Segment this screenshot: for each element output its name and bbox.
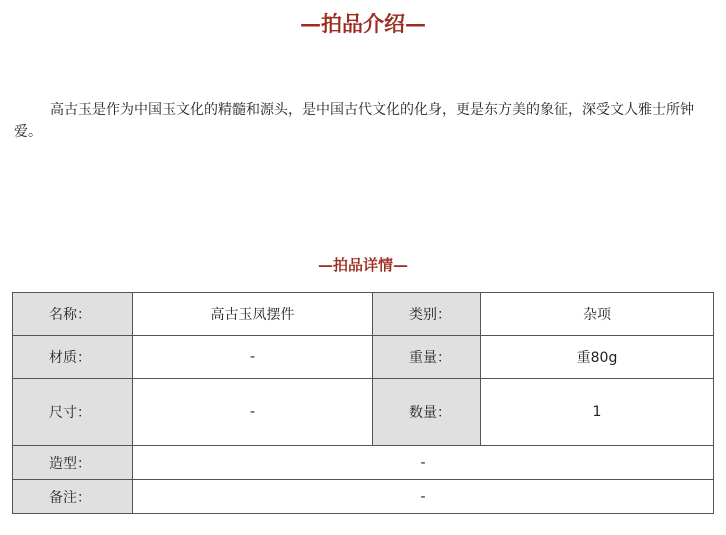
- category-label: 类别：: [373, 293, 481, 336]
- material-label: 材质：: [13, 336, 133, 379]
- remarks-value: -: [133, 480, 714, 514]
- table-row: [13, 480, 714, 514]
- quantity-label: 数量：: [373, 379, 481, 446]
- shape-value: -: [133, 446, 714, 480]
- material-value: -: [133, 336, 373, 379]
- size-label: 尺寸：: [13, 379, 133, 446]
- table-row: [13, 446, 714, 480]
- name-value: 高古玉凤摆件: [133, 293, 373, 336]
- category-value: 杂项: [481, 293, 714, 336]
- details-title: —拍品详情—: [317, 256, 408, 274]
- table-row: [13, 336, 714, 379]
- weight-label: 重量：: [373, 336, 481, 379]
- remarks-label: 备注：: [13, 480, 133, 514]
- shape-label: 造型：: [13, 446, 133, 480]
- details-table: [12, 292, 714, 514]
- size-value: -: [133, 379, 373, 446]
- intro-paragraph: 高古玉是作为中国玉文化的精髓和源头，是中国古代文化的化身，更是东方美的象征，深受文人雅士所钟爱。: [14, 102, 694, 140]
- name-label: 名称：: [13, 293, 133, 336]
- intro-title: —拍品介绍—: [300, 11, 426, 36]
- table-row: [13, 293, 714, 336]
- table-row: [13, 379, 714, 446]
- weight-value: 重80g: [481, 336, 714, 379]
- quantity-value: 1: [481, 379, 714, 446]
